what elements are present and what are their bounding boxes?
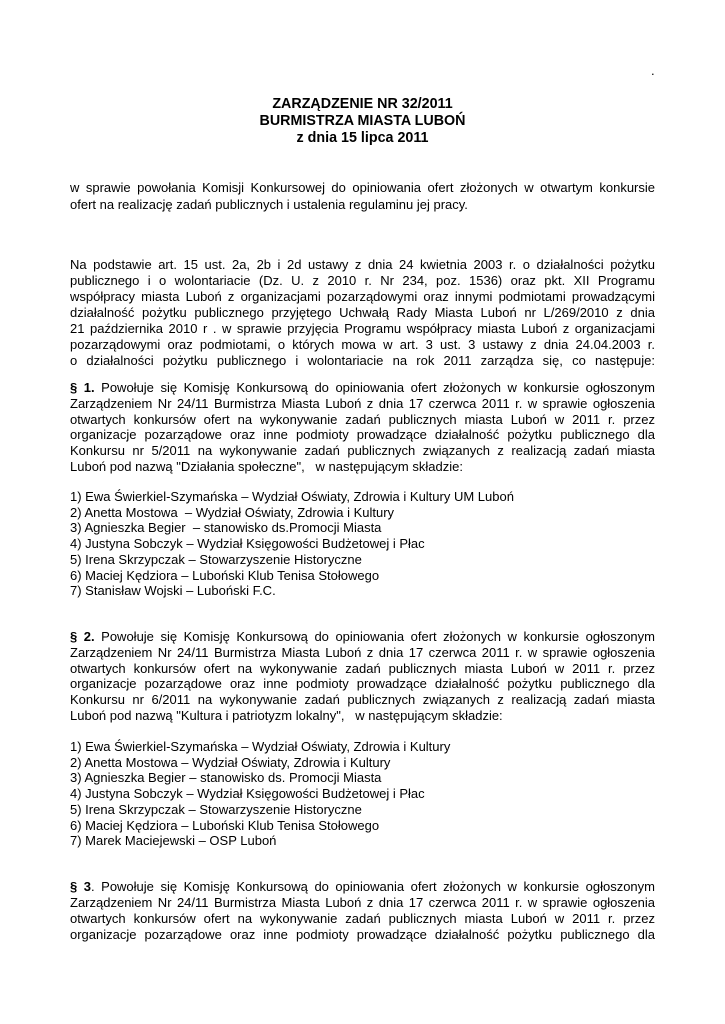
section-line: otwartych konkursów ofert na wykonywanie zadań publicznych miasta Luboń w 2011 r. przez xyxy=(70,911,655,926)
member-item: 2) Anetta Mostowa – Wydział Oświaty, Zdrowia i Kultury xyxy=(70,754,391,770)
section-line-text: . Powołuje się Komisję Konkursową do opiniowania ofert złożonych w konkursie ogłoszonym xyxy=(91,879,655,894)
document-title xyxy=(70,96,655,147)
subject-line: ofert na realizację zadań publicznych i ustalenia regulaminu jej pracy. xyxy=(70,197,468,212)
legal-basis-paragraph xyxy=(70,257,655,369)
member-item: 4) Justyna Sobczyk – Wydział Księgowości Budżetowej i Płac xyxy=(70,536,425,552)
section-1-paragraph xyxy=(70,380,655,475)
section-line: organizacje pozarządowe oraz inne podmioty prowadzące działalność pożytku publicznego dla xyxy=(70,676,655,692)
subject-paragraph xyxy=(70,179,655,213)
member-item: 1) Ewa Świerkiel-Szymańska – Wydział Oświaty, Zdrowia i Kultury UM Luboń xyxy=(70,489,514,504)
section-line: Luboń pod nazwą "Kultura i patriotyzm lokalny", w następującym składzie: xyxy=(70,707,503,723)
section-3-paragraph xyxy=(70,879,655,943)
subject-line: w sprawie powołania Komisji Konkursowej do opiniowania ofert złożonych w otwartym konkursie xyxy=(70,180,655,195)
section-line: Zarządzeniem Nr 24/11 Burmistrza Miasta Luboń z dnia 17 czerwca 2011 r. w sprawie ogłoszenia xyxy=(70,895,655,910)
section-line: Konkursu nr 5/2011 na wykonywanie zadań publicznych związanych z realizacją zadań miasta xyxy=(70,443,655,459)
section-line: otwartych konkursów ofert na wykonywanie zadań publicznych miasta Luboń w 2011 r. przez xyxy=(70,660,655,676)
member-item: 2) Anetta Mostowa – Wydział Oświaty, Zdrowia i Kultury xyxy=(70,504,395,520)
page-marker: . xyxy=(651,63,655,78)
member-item: 5) Irena Skrzypczak – Stowarzyszenie Historyczne xyxy=(70,551,362,567)
legal-basis-line: pozarządowymi oraz podmiotami, o których mowa w art. 3 ust. 3 ustawy z dnia 24.04.2003 r. xyxy=(70,337,655,352)
section-1-member-list xyxy=(70,489,655,599)
section-line-text: Powołuje się Komisję Konkursową do opiniowania ofert złożonych w konkursie ogłoszonym xyxy=(101,629,655,644)
section-label: § 2. xyxy=(70,629,95,644)
legal-basis-line: Na podstawie art. 15 ust. 2a, 2b i 2d ustawy z dnia 24 kwietnia 2003 r. o działalności pożytku xyxy=(70,257,655,272)
section-2-paragraph xyxy=(70,629,655,724)
section-line: organizacje pozarządowe oraz inne podmioty prowadzące działalność pożytku publicznego dla xyxy=(70,427,655,443)
legal-basis-line: działalność pożytku publicznego przyjętego Uchwałą Rady Miasta Luboń nr L/269/2010 z dnia xyxy=(70,305,655,320)
legal-basis-line: 21 października 2010 r . w sprawie przyjęcia Programu współpracy miasta Luboń z organizacjami xyxy=(70,321,655,336)
section-line xyxy=(70,380,655,396)
title-number: ZARZĄDZENIE NR 32/2011 xyxy=(272,96,453,112)
title-date: z dnia 15 lipca 2011 xyxy=(296,130,429,146)
section-line xyxy=(70,879,655,895)
member-item: 6) Maciej Kędziora – Luboński Klub Tenisa Stołowego xyxy=(70,817,380,833)
section-label: § 3 xyxy=(70,879,91,894)
section-2-member-list xyxy=(70,739,655,849)
member-item: 3) Agnieszka Begier – stanowisko ds. Promocji Miasta xyxy=(70,770,382,786)
section-label: § 1. xyxy=(70,380,95,395)
member-item: 4) Justyna Sobczyk – Wydział Księgowości Budżetowej i Płac xyxy=(70,786,425,802)
member-item: 6) Maciej Kędziora – Luboński Klub Tenisa Stołowego xyxy=(70,567,380,583)
title-issuer: BURMISTRZA MIASTA LUBOŃ xyxy=(259,113,466,129)
section-line-text: Powołuje się Komisję Konkursową do opiniowania ofert złożonych w konkursie ogłoszonym xyxy=(101,380,655,395)
section-line: Konkursu nr 6/2011 na wykonywanie zadań publicznych związanych z realizacją zadań miasta xyxy=(70,692,655,708)
section-line: Zarządzeniem Nr 24/11 Burmistrza Miasta Luboń z dnia 17 czerwca 2011 r. w sprawie ogłoszenia xyxy=(70,395,655,411)
section-line: otwartych konkursów ofert na wykonywanie zadań publicznych miasta Luboń w 2011 r. przez xyxy=(70,411,655,427)
member-item: 1) Ewa Świerkiel-Szymańska – Wydział Oświaty, Zdrowia i Kultury xyxy=(70,739,451,754)
section-line xyxy=(70,629,655,645)
member-item: 5) Irena Skrzypczak – Stowarzyszenie Historyczne xyxy=(70,801,362,817)
section-line: Luboń pod nazwą "Działania społeczne", w następującym składzie: xyxy=(70,458,463,474)
section-line: Zarządzeniem Nr 24/11 Burmistrza Miasta Luboń z dnia 17 czerwca 2011 r. w sprawie ogłoszenia xyxy=(70,644,655,660)
section-line: organizacje pozarządowe oraz inne podmioty prowadzące działalność pożytku publicznego dla xyxy=(70,927,655,942)
member-item: 7) Stanisław Wojski – Luboński F.C. xyxy=(70,583,276,599)
legal-basis-line: o działalności pożytku publicznego i wolontariacie na rok 2011 zarządza się, co następuje: xyxy=(70,353,655,368)
member-item: 7) Marek Maciejewski – OSP Luboń xyxy=(70,833,277,849)
legal-basis-line: publicznego i o wolontariacie (Dz. U. z 2010 r. Nr 234, poz. 1536) oraz pkt. XII Programu xyxy=(70,273,655,288)
member-item: 3) Agnieszka Begier – stanowisko ds.Promocji Miasta xyxy=(70,520,382,536)
legal-basis-line: współpracy miasta Luboń z organizacjami pozarządowymi oraz innymi podmiotami prowadzącymi xyxy=(70,289,655,304)
